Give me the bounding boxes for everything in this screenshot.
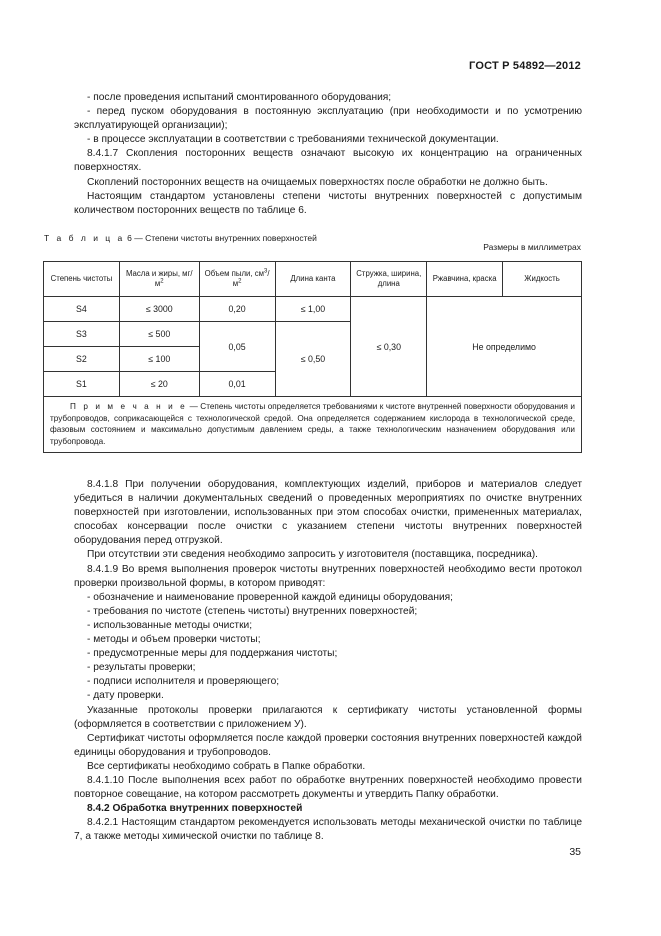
cell-dust: 0,20 (199, 297, 275, 322)
cell-degree: S4 (44, 297, 120, 322)
cell-degree: S2 (44, 347, 120, 372)
cell-oil: ≤ 100 (119, 347, 199, 372)
header-chip: Стружка, ширина, длина (351, 262, 427, 297)
cell-dust: 0,01 (199, 372, 275, 397)
paragraph-8417: 8.4.1.7 Скопления посторонних веществ означают высокую их концентрацию на ограниченных поверхностях. (74, 148, 582, 174)
list-item: - использованные методы очистки; (87, 619, 253, 631)
table-units: Размеры в миллиметрах (483, 242, 581, 252)
list-item: - перед пуском оборудования в постоянную эксплуатацию (при необходимости и по усмотрению эксплуатирующей организации); (74, 106, 582, 132)
table-note-row (44, 397, 582, 453)
section-heading-842: 8.4.2 Обработка внутренних поверхностей (87, 803, 303, 815)
list-item: - требования по чистоте (степень чистоты) внутренних поверхностей; (87, 605, 418, 617)
header-rust: Ржавчина, краска (427, 262, 503, 297)
cleanliness-table (43, 261, 582, 453)
header-degree: Степень чистоты (44, 262, 120, 297)
paragraph: Скоплений посторонних веществ на очищаемых поверхностях после обработки не должно быть. (87, 176, 548, 188)
header-dust: Объем пыли, $см^3/м^2$ (199, 262, 275, 297)
note-label: П р и м е ч а н и е (70, 402, 188, 411)
list-item: - дату проверки. (87, 690, 164, 702)
list-item: - предусмотренные меры для поддержания чистоты; (87, 648, 338, 660)
paragraph-8419: 8.4.1.9 Во время выполнения проверок чистоты внутренних поверхностей необходимо вести протокол проверки произвольной формы, в котором приводят: (74, 563, 582, 589)
list-item: - в процессе эксплуатации в соответствии с требованиями технической документации. (87, 134, 499, 146)
table-caption-label: Т а б л и ц а (44, 233, 125, 243)
list-item: - обозначение и наименование проверенной каждой единицы оборудования; (87, 591, 454, 603)
list-item: - методы и объем проверки чистоты; (87, 634, 261, 646)
paragraph: Все сертификаты необходимо собрать в Папке обработки. (87, 760, 366, 772)
intro-section (74, 91, 582, 218)
page-number: 35 (569, 846, 581, 858)
list-item: - результаты проверки; (87, 662, 196, 674)
paragraph: Указанные протоколы проверки прилагаются к сертификату чистоты установленной формы (оформляется в соответствии с приложением У). (74, 704, 582, 730)
paragraph: Сертификат чистоты оформляется после каждой проверки состояния внутренних поверхностей каждой единицы оборудования и трубопроводов. (74, 732, 582, 758)
paragraph: Настоящим стандартом установлены степени чистоты внутренних поверхностей с допустимым количеством посторонних веществ по таблице 6. (74, 190, 582, 216)
cell-chip-merged: ≤ 0,30 (351, 297, 427, 397)
paragraph-84110: 8.4.1.10 После выполнения всех работ по обработке внутренних поверхностей необходимо провести повторное совещание, на котором рассмотреть документы и утвердить Папку обработки. (74, 774, 582, 801)
table-caption (44, 233, 317, 243)
cell-edge: ≤ 1,00 (275, 297, 351, 322)
cell-dust-merged: 0,05 (199, 322, 275, 372)
cell-oil: ≤ 3000 (119, 297, 199, 322)
cell-rust-liquid-merged: Не определимо (427, 297, 582, 397)
table-caption-text: 6 — Степени чистоты внутренних поверхностей (127, 233, 317, 243)
cell-degree: S3 (44, 322, 120, 347)
cell-degree: S1 (44, 372, 120, 397)
document-code: ГОСТ Р 54892—2012 (469, 60, 581, 72)
list-item: - подписи исполнителя и проверяющего; (87, 676, 280, 688)
header-oil: Масла и жиры, $мг/м^2$ (119, 262, 199, 297)
header-edge: Длина канта (275, 262, 351, 297)
body-section (74, 478, 582, 844)
header-liquid: Жидкость (503, 262, 582, 297)
cell-edge-merged: ≤ 0,50 (275, 322, 351, 397)
paragraph-8421: 8.4.2.1 Настоящим стандартом рекомендуется использовать методы механической очистки по таблице 7, а также методы химической очистки по таблице 8. (74, 817, 582, 843)
note-text: — Степень чистоты определяется требованиями к чистоте внутренней поверхности оборудования и трубопроводов, соприкасающейся с технологической средой. Она определяется содержанием кислорода в технологической среде, фазовым состоянием и максимально допустимым давлением среды, а также технологическим назначением оборудования или трубопровода. (50, 402, 575, 446)
paragraph: При отсутствии эти сведения необходимо запросить у изготовителя (поставщика, посредника). (87, 549, 538, 561)
table-header-row (44, 262, 582, 297)
table-note (44, 397, 582, 453)
list-item: - после проведения испытаний смонтированного оборудования; (87, 92, 392, 103)
table-row (44, 297, 582, 322)
paragraph-8418: 8.4.1.8 При получении оборудования, комплектующих изделий, приборов и материалов следует убедиться в наличии документальных сведений о проведенных мероприятиях по очистке внутренних поверхностей при изготовлении, использованных при этом способах очистки, примененных материалах, способах консервации после очистки с указанием степени чистоты внутренних поверхностей оборудования перед отгрузкой. (74, 479, 582, 547)
cell-oil: ≤ 20 (119, 372, 199, 397)
cell-oil: ≤ 500 (119, 322, 199, 347)
